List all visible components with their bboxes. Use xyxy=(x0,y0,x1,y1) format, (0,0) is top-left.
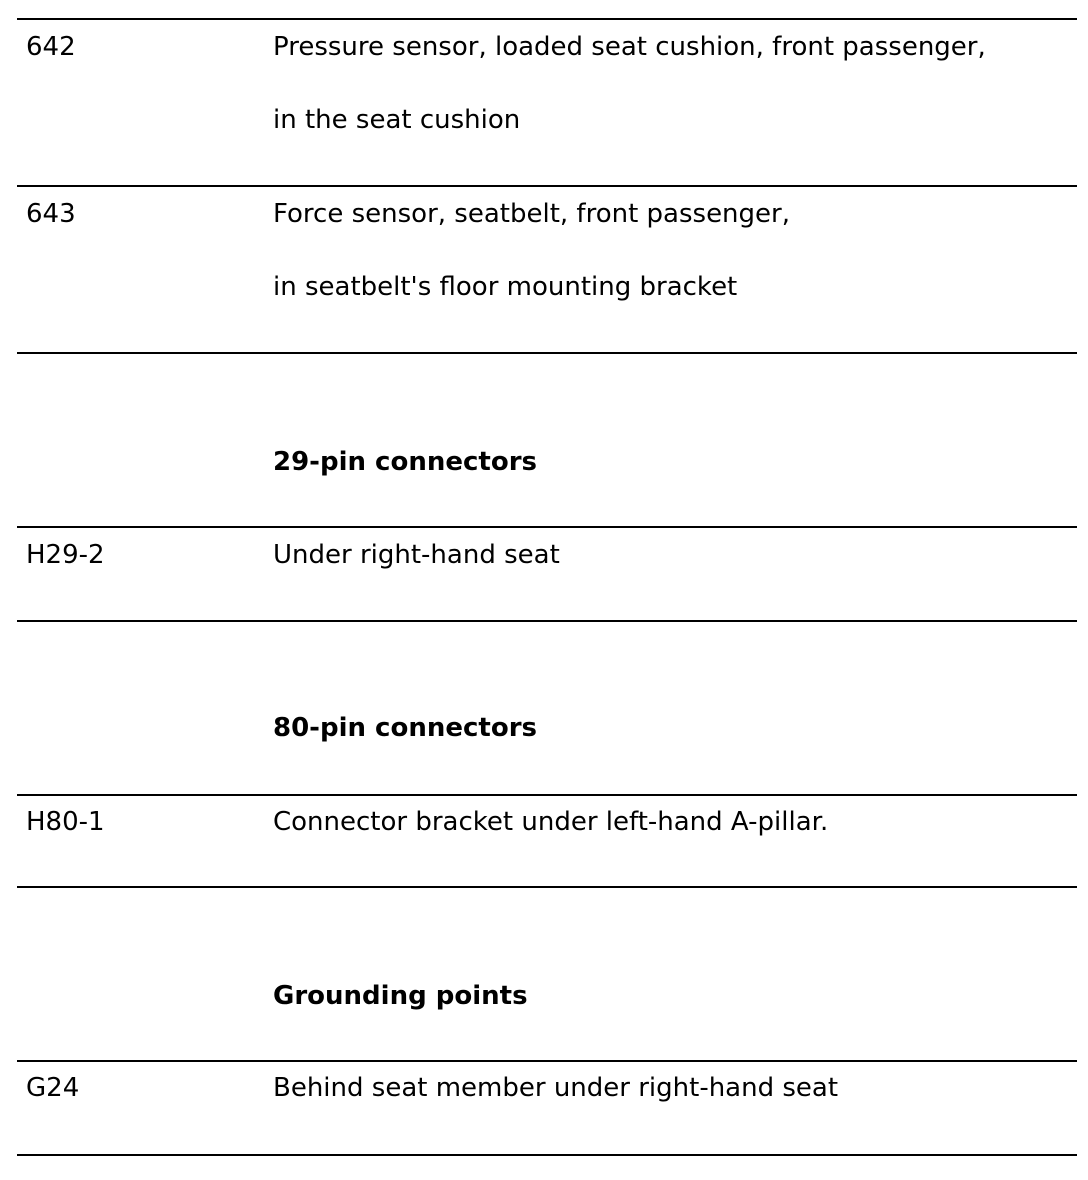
component-description-line: Force sensor, seatbelt, front passenger, xyxy=(273,199,790,229)
connector-code: H29-2 xyxy=(26,540,105,570)
section-heading: 29-pin connectors xyxy=(273,447,537,477)
table-divider xyxy=(17,18,1077,20)
table-divider xyxy=(17,185,1077,187)
table-divider xyxy=(17,1154,1077,1156)
table-divider xyxy=(17,886,1077,888)
section-heading: Grounding points xyxy=(273,981,528,1011)
component-code: 642 xyxy=(26,32,76,62)
section-heading: 80-pin connectors xyxy=(273,713,537,743)
component-code: 643 xyxy=(26,199,76,229)
table-divider xyxy=(17,352,1077,354)
component-description-line: in the seat cushion xyxy=(273,105,521,135)
connector-code: H80-1 xyxy=(26,807,105,837)
component-description-line: in seatbelt's floor mounting bracket xyxy=(273,272,738,302)
table-divider xyxy=(17,1060,1077,1062)
connector-location: Connector bracket under left-hand A-pillar. xyxy=(273,807,829,837)
table-divider xyxy=(17,526,1077,528)
component-description-line: Pressure sensor, loaded seat cushion, front passenger, xyxy=(273,32,986,62)
connector-location: Under right-hand seat xyxy=(273,540,560,570)
table-divider xyxy=(17,620,1077,622)
table-divider xyxy=(17,794,1077,796)
grounding-point-code: G24 xyxy=(26,1073,80,1103)
grounding-point-location: Behind seat member under right-hand seat xyxy=(273,1073,839,1103)
